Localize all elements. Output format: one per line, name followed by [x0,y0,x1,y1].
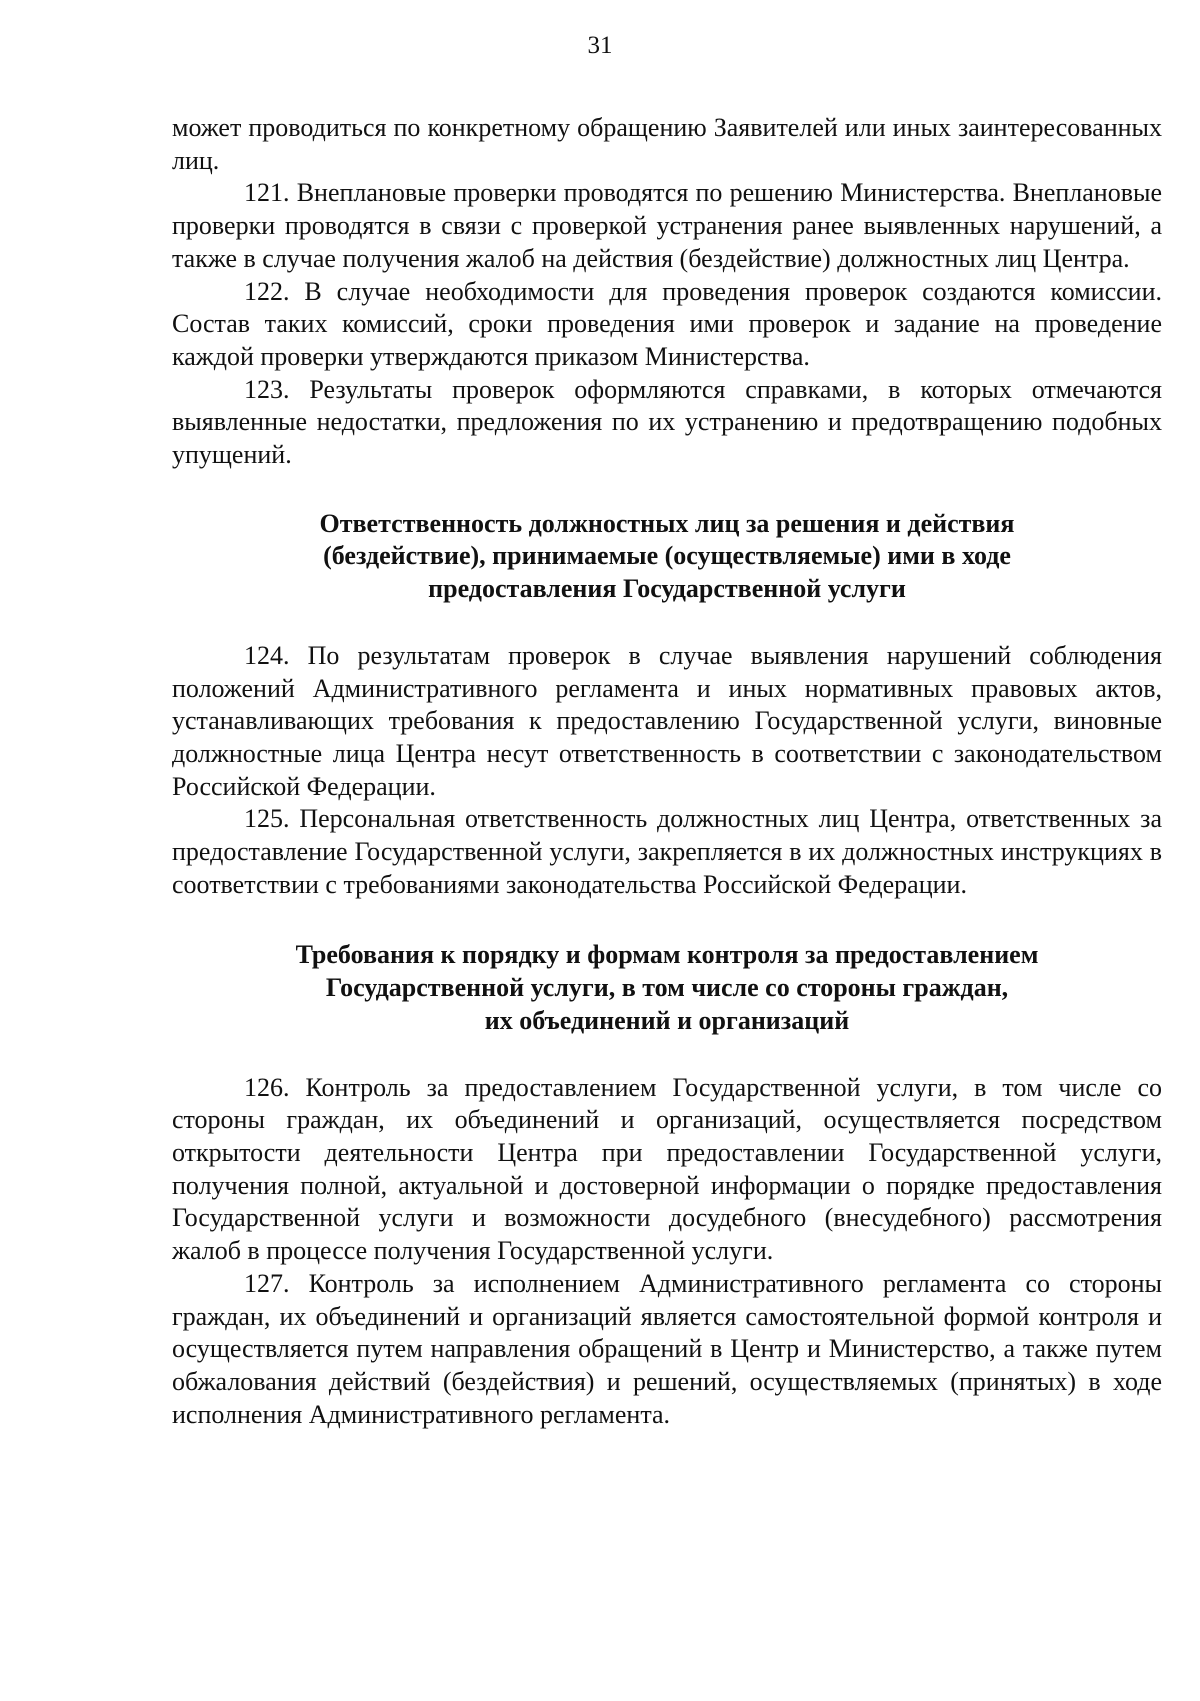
heading-line: (бездействие), принимаемые (осуществляемые) ими в ходе [323,541,1011,571]
heading-line: их объединений и организаций [484,1005,850,1035]
section-heading-responsibility [172,508,1162,606]
section-heading-control-requirements [172,939,1162,1037]
paragraph-continuation: может проводиться по конкретному обращению Заявителей или иных заинтересованных лиц. [172,113,1162,175]
heading-line: Требования к порядку и формам контроля за предоставлением [295,940,1039,970]
paragraph-126: 126. Контроль за предоставлением Государственной услуги, в том числе со стороны граждан, их объединений и организаций, осуществляется посредством открытости деятельности Центра при предоставлении Государственной услуги, получения полной, актуальной и достоверной информации о порядке предоставления Государственной услуги и возможности досудебного (внесудебного) рассмотрения жалоб в процессе получения Государственной услуги. [172,1072,1162,1266]
paragraph-125: 125. Персональная ответственность должностных лиц Центра, ответственных за предоставление Государственной услуги, закрепляется в их должностных инструкциях в соответствии с требованиями законодательства Российской Федерации. [172,804,1162,899]
paragraph-122: 122. В случае необходимости для проведения проверок создаются комиссии. Состав таких комиссий, сроки проведения ими проверок и задание на проведение каждой проверки утверждаются приказом Министерства. [172,276,1162,371]
paragraph-124: 124. По результатам проверок в случае выявления нарушений соблюдения положений Административного регламента и иных нормативных правовых актов, устанавливающих требования к предоставлению Государственной услуги, виновные должностные лица Центра несут ответственность в соответствии с законодательством Российской Федерации. [172,640,1162,801]
heading-line: предоставления Государственной услуги [428,574,906,604]
page-number: 31 [587,32,613,59]
paragraph-127: 127. Контроль за исполнением Административного регламента со стороны граждан, их объединений и организаций является самостоятельной формой контроля и осуществляется путем направления обращений в Центр и Министерство, а также путем обжалования действий (бездействия) и решений, осуществляемых (принятых) в ходе исполнения Административного регламента. [172,1268,1162,1429]
paragraph-121: 121. Внеплановые проверки проводятся по решению Министерства. Внеплановые проверки проводятся в связи с проверкой устранения ранее выявленных нарушений, а также в случае получения жалоб на действия (бездействие) должностных лиц Центра. [172,178,1162,273]
paragraph-123: 123. Результаты проверок оформляются справками, в которых отмечаются выявленные недостатки, предложения по их устранению и предотвращению подобных упущений. [172,374,1162,470]
document-body [172,112,1162,1431]
heading-line: Государственной услуги, в том числе со стороны граждан, [325,973,1009,1003]
heading-line: Ответственность должностных лиц за решения и действия [319,508,1015,538]
